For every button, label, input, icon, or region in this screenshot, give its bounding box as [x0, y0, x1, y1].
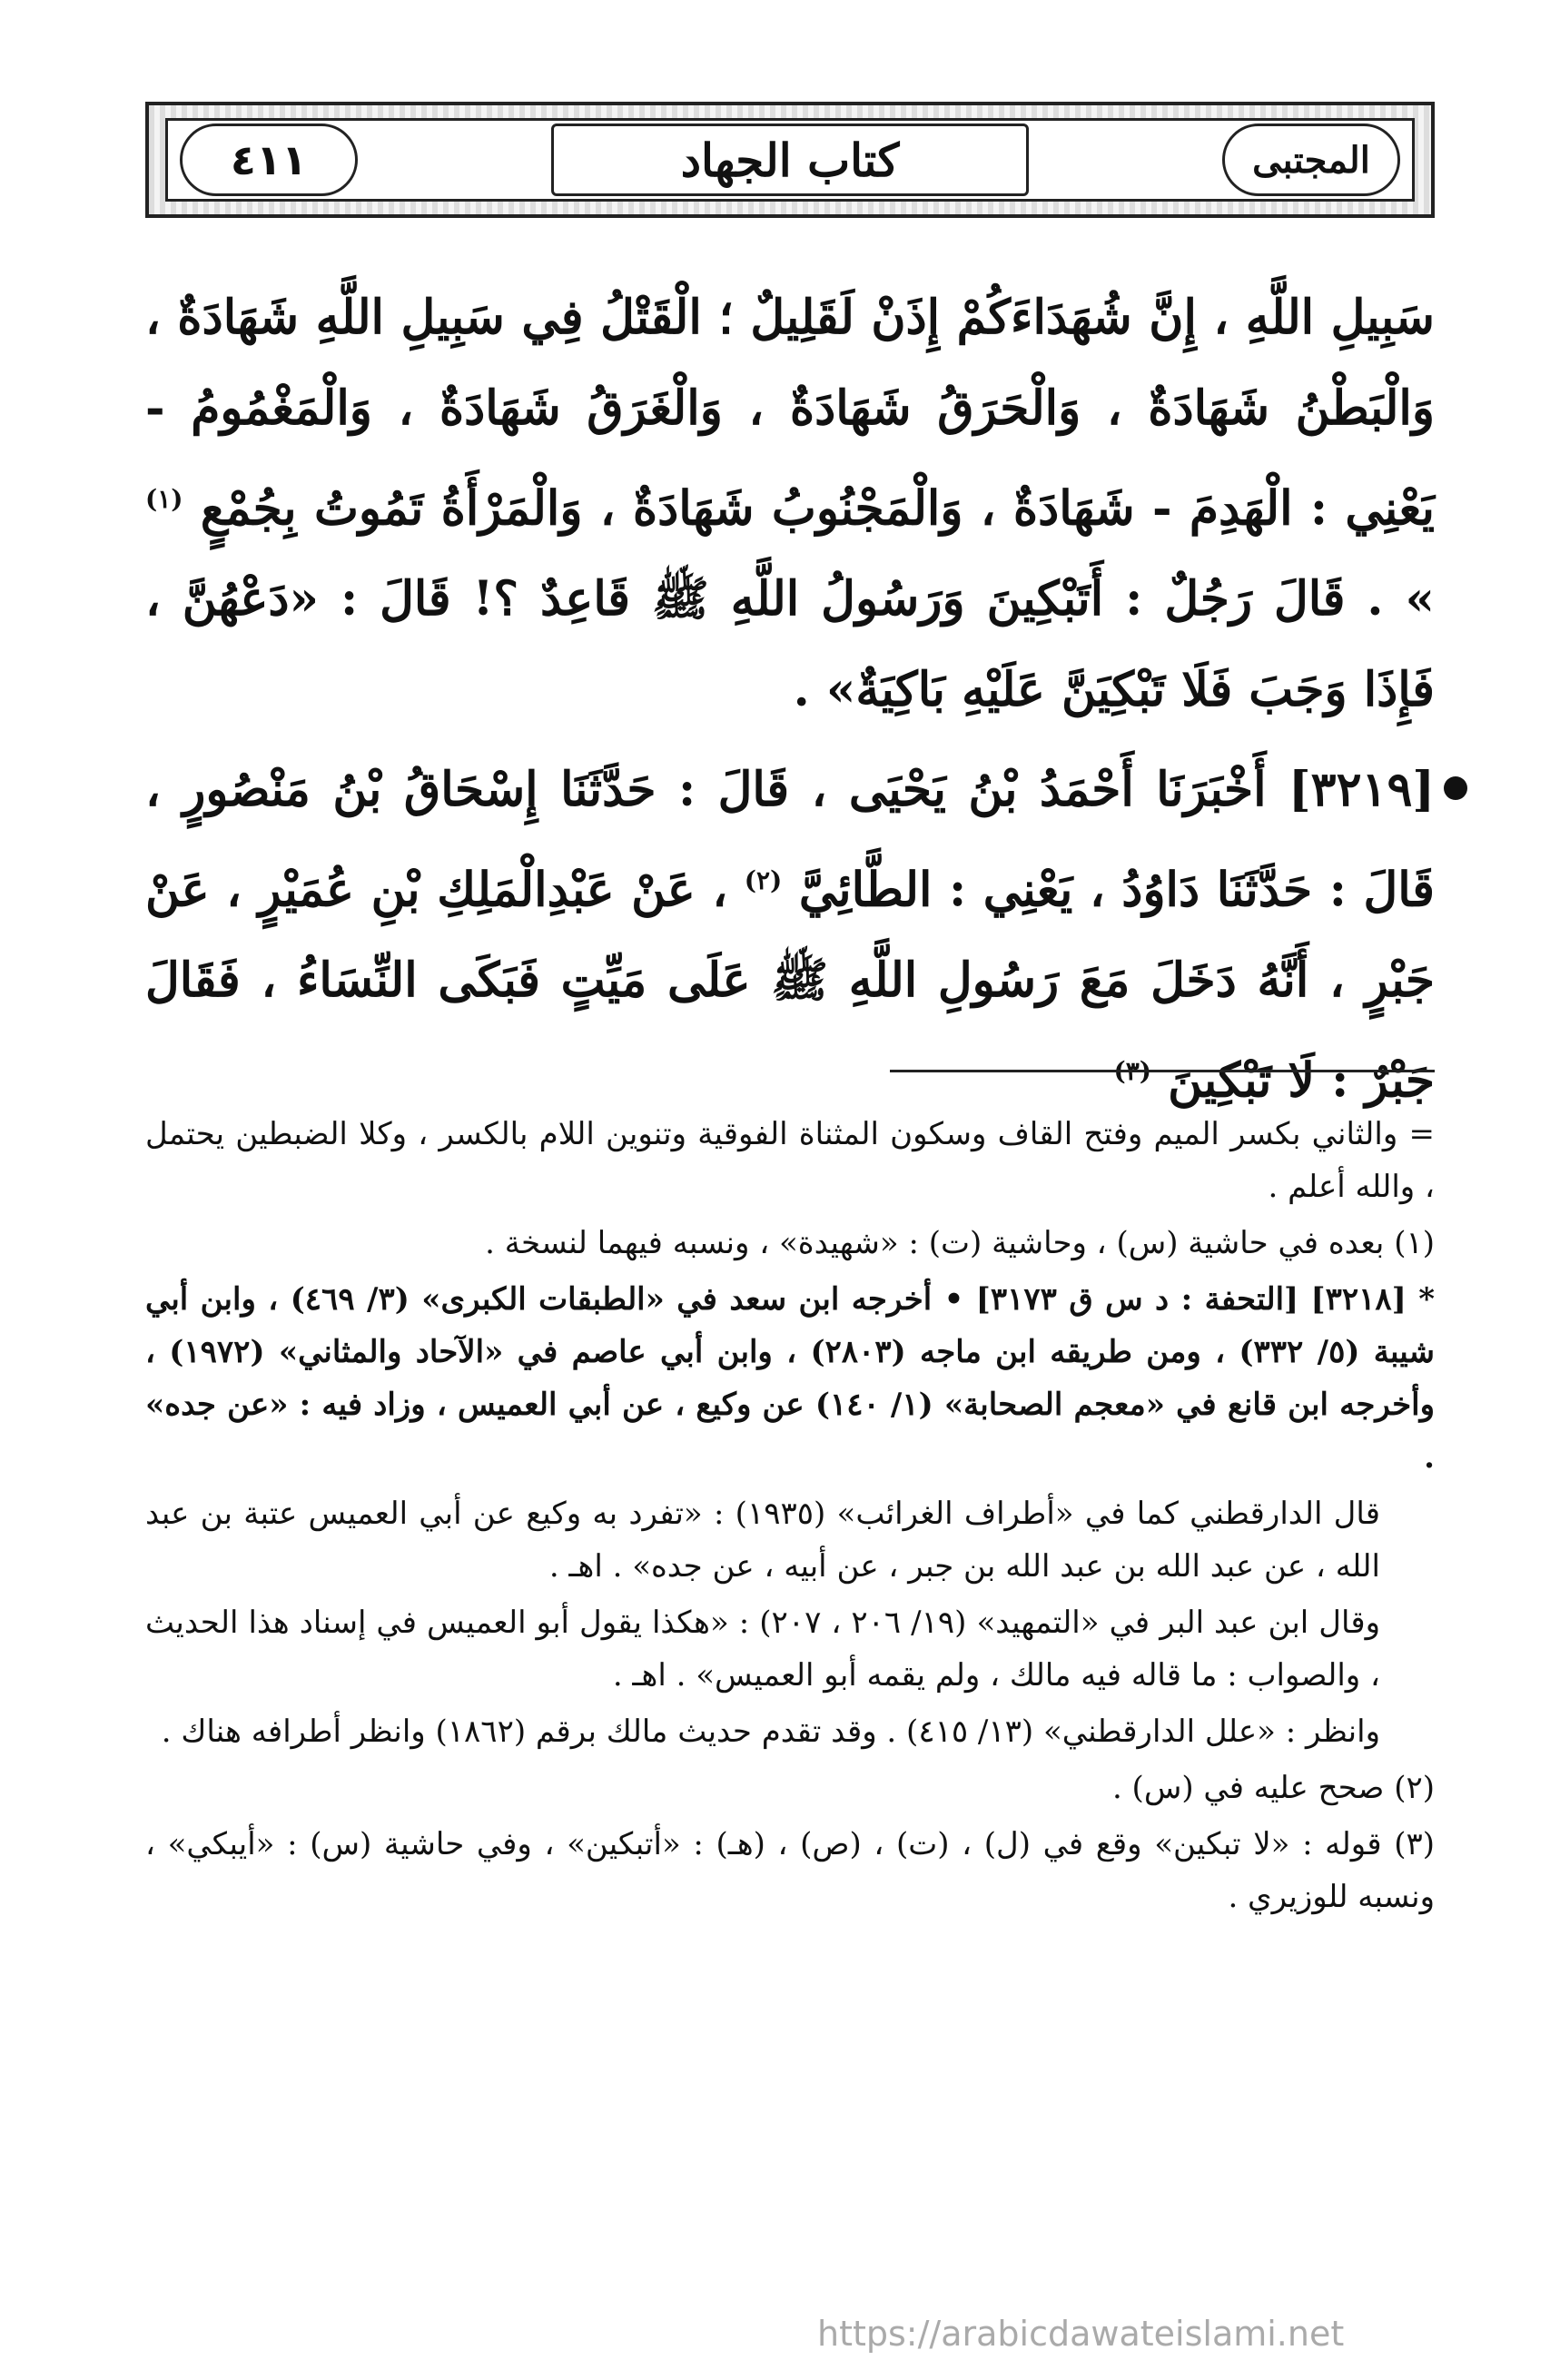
page-number: ٤١١: [180, 123, 358, 196]
footnote-divider: [890, 1070, 1435, 1072]
footnote-ref-3: (٣): [1113, 1056, 1152, 1087]
footnote-continued: = والثاني بكسر الميم وفتح القاف وسكون المثناة الفوقية وتنوين اللام بالكسر ، وكلا الضبطين يحتمل ، والله أعلم .: [145, 1116, 1435, 1205]
footnote-ref-1: (١): [145, 484, 183, 514]
footnote-takhrij-3218: * [٣٢١٨] [التحفة : د س ق ٣١٧٣] • أخرجه ابن سعد في «الطبقات الكبرى» (٣/ ٤٦٩) ، وابن أبي شيبة (٥/ ٣٣٢) ، ومن طريقه ابن ماجه (٢٨٠٣) ، وابن أبي عاصم في «الآحاد والمثاني» (١٩٧٢) ، وأخرجه ابن قانع في «معجم الصحابة» (١/ ١٤٠) عن وكيع ، عن أبي العميس ، وزاد فيه : «عن جده» .: [145, 1281, 1435, 1476]
hadith-text-continued: [145, 272, 1435, 736]
footnote-ibn-abdulbarr: وقال ابن عبد البر في «التمهيد» (١٩/ ٢٠٦ ، ٢٠٧) : «هكذا يقول أبو العميس في إسناد هذا الحديث ، والصواب : ما قاله فيه مالك ، ولم يقمه أبو العميس» . اهـ .: [145, 1605, 1380, 1694]
hadith-3219-isnad: [٣٢١٩] أَخْبَرَنَا أَحْمَدُ بْنُ يَحْيَى ، قَالَ : حَدَّثَنَا إِسْحَاقُ بْنُ مَنْصُورٍ ، قَالَ : حَدَّثَنَا دَاوُدُ ، يَعْنِي : الطَّائِيَّ: [145, 762, 1435, 918]
footnote-1: (١) بعده في حاشية (س) ، وحاشية (ت) : «شهيدة» ، ونسبه فيهما لنسخة .: [485, 1225, 1435, 1261]
hadith-3219-matn: ، عَنْ عَبْدِالْمَلِكِ بْنِ عُمَيْرٍ ، عَنْ جَبْرٍ ، أَنَّهُ دَخَلَ مَعَ رَسُولِ اللَّهِ ﷺ عَلَى مَيِّتٍ فَبَكَى النِّسَاءُ ، فَقَالَ جَبْرٌ : لَا تَبْكِينَ: [145, 862, 1435, 1109]
page-header: [145, 102, 1435, 218]
footnote-daraqutni: قال الدارقطني كما في «أطراف الغرائب» (١٩٣٥) : «تفرد به وكيع عن أبي العميس عتبة بن عبد الله ، عن عبد الله بن عبد الله بن جبر ، عن أبيه ، عن جده» . اهـ .: [145, 1496, 1380, 1585]
book-name: المجتبى: [1222, 123, 1400, 196]
footnote-2: (٢) صحح عليه في (س) .: [1111, 1770, 1435, 1806]
footnotes: [145, 1108, 1435, 1927]
chapter-title: كتاب الجهاد: [551, 123, 1029, 196]
footnote-3: (٣) قوله : «لا تبكين» وقع في (ل) ، (ت) ، (ص) ، (هـ) : «أتبكين» ، وفي حاشية (س) : «أيبكي» ، ونسبه للوزيري .: [145, 1826, 1435, 1915]
footnote-see-also: وانظر : «علل الدارقطني» (١٣/ ٤١٥) . وقد تقدم حديث مالك برقم (١٨٦٢) وانظر أطرافه هناك .: [161, 1713, 1380, 1750]
footnote-ref-2: (٢): [744, 865, 783, 895]
hadith-body: سَبِيلِ اللَّهِ ، إِنَّ شُهَدَاءَكُمْ إِذَنْ لَقَلِيلٌ ؛ الْقَتْلُ فِي سَبِيلِ اللَّهِ شَهَادَةٌ ، وَالْبَطْنُ شَهَادَةٌ ، وَالْحَرَقُ شَهَادَةٌ ، وَالْغَرَقُ شَهَادَةٌ ، وَالْمَغْمُومُ - يَعْنِي : الْهَدِمَ - شَهَادَةٌ ، وَالْمَجْنُوبُ شَهَادَةٌ ، وَالْمَرْأَةُ تَمُوتُ بِجُمْعٍ: [145, 290, 1435, 537]
bullet-icon: [1444, 776, 1467, 800]
watermark-url: https://arabicdawateislami.net: [817, 2314, 1345, 2354]
hadith-body-end: » . قَالَ رَجُلٌ : أَتَبْكِينَ وَرَسُولُ اللَّهِ ﷺ قَاعِدٌ ؟! قَالَ : «دَعْهُنَّ ، فَإِذَا وَجَبَ فَلَا تَبْكِيَنَّ عَلَيْهِ بَاكِيَةٌ» .: [145, 571, 1435, 718]
